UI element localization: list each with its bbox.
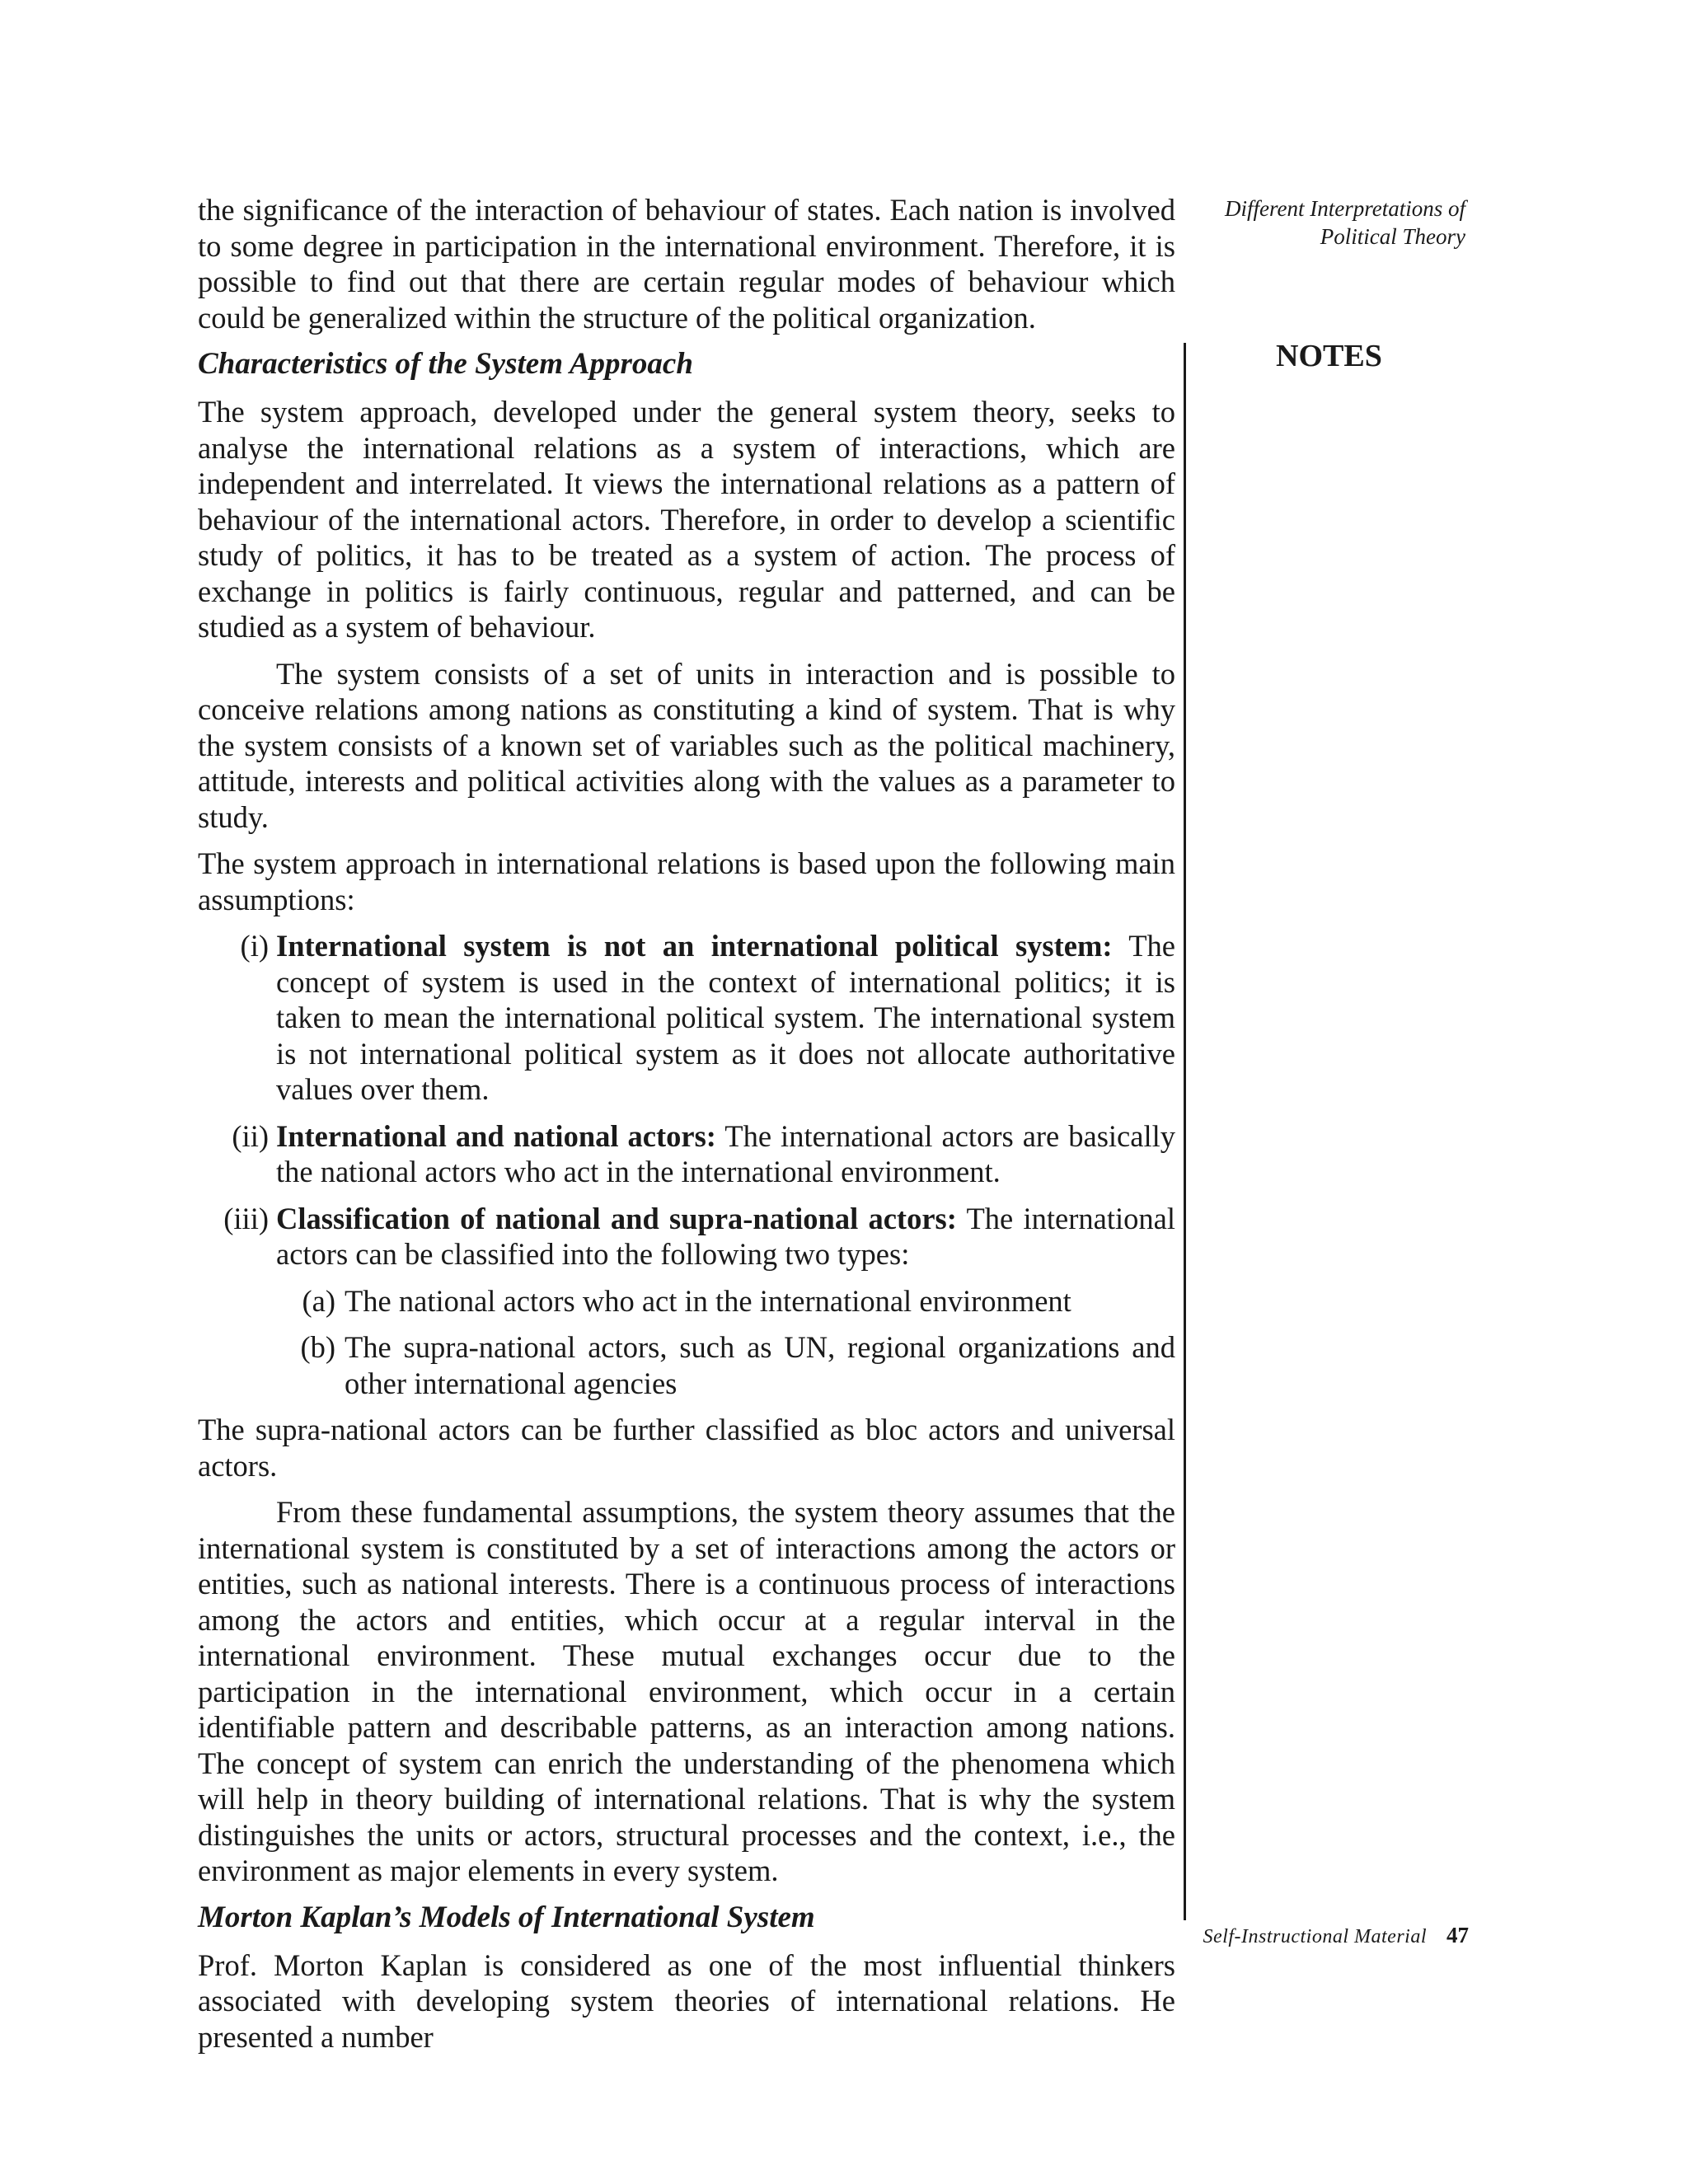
running-head-line-2: Political Theory [1320,224,1465,249]
main-text-column [198,192,1175,2065]
subitem-text: The supra-national actors, such as UN, regional organizations and other international agencies [345,1330,1175,1400]
running-head-line-1: Different Interpretations of [1225,196,1465,221]
page-number: 47 [1447,1923,1469,1947]
item-number: (ii) [232,1118,269,1153]
system-units-paragraph: The system consists of a set of units in interaction and is possible to conceive relations among nations as constituting a kind of system. That is why the system consists of a known set of variables such as the political machinery, attitude, interests and political activities along with the values as a parameter to study. [198,656,1175,834]
subitem-number: (a) [302,1283,335,1318]
item-text: The concept of system is used in the context of international politics; it is taken to mean the international political system. The international system is not international political system as it does not allocate authoritative values over them. [276,929,1176,1106]
item-title: International and national actors: [276,1118,716,1153]
actor-type-a [198,1283,1175,1319]
item-title: International system is not an international political system: [276,929,1113,963]
fundamental-assumptions-paragraph: From these fundamental assumptions, the system theory assumes that the international system is constituted by a set of interactions among the actors or entities, such as national interests. There is a continuous process of interactions among the actors and entities, which occur at a regular interval in the international environment. These mutual exchanges occur due to the participation in the international environment, which occur in a certain identifiable pattern and describable patterns, as an interaction among nations. The concept of system can enrich the understanding of the phenomena which will help in theory building of international relations. That is why the system distinguishes the units or actors, structural processes and the context, i.e., the environment as major elements in every system. [198,1495,1175,1887]
page-footer [1203,1923,1469,1949]
section-heading-kaplan: Morton Kaplan’s Models of International System [198,1900,815,1934]
subitem-number: (b) [300,1330,335,1364]
item-number: (iii) [223,1201,269,1235]
item-title: Classification of national and supra-national actors: [276,1201,957,1235]
assumption-item-3 [198,1201,1175,1272]
kaplan-paragraph: Prof. Morton Kaplan is considered as one of the most influential thinkers associated with developing system theories of international relations. He presented a number [198,1947,1175,2054]
assumption-item-1 [198,928,1175,1108]
item-text: The international actors are basically the national actors who act in the international environment. [276,1118,1175,1188]
item-text: The international actors can be classified into the following two types: [276,1201,1175,1271]
margin-divider-rule [1184,343,1186,1920]
running-head [1225,194,1465,251]
intro-paragraph: the significance of the interaction of behaviour of states. Each nation is involved to some degree in participation in the international environment. Therefore, it is possible to find out that there are certain regular modes of behaviour which could be generalized within the structure of the political organization. [198,193,1175,335]
supra-national-paragraph: The supra-national actors can be further classified as bloc actors and universal actors. [198,1413,1175,1483]
footer-label: Self-Instructional Material [1203,1926,1427,1947]
subitem-text: The national actors who act in the international environment [345,1283,1071,1318]
item-number: (i) [240,929,269,963]
system-approach-paragraph: The system approach, developed under the general system theory, seeks to analyse the international relations as a system of interactions, which are independent and interrelated. It views the international relations as a pattern of behaviour of the international actors. Therefore, in order to develop a scientific study of politics, it has to be treated as a system of action. The process of exchange in politics is fairly continuous, regular and patterned, and can be studied as a system of behaviour. [198,395,1175,644]
actor-type-b [198,1329,1175,1401]
assumption-item-2 [198,1118,1175,1190]
assumptions-intro-paragraph: The system approach in international relations is based upon the following main assumptions: [198,846,1175,916]
section-heading-characteristics: Characteristics of the System Approach [198,347,693,381]
notes-label: NOTES [1276,339,1382,373]
